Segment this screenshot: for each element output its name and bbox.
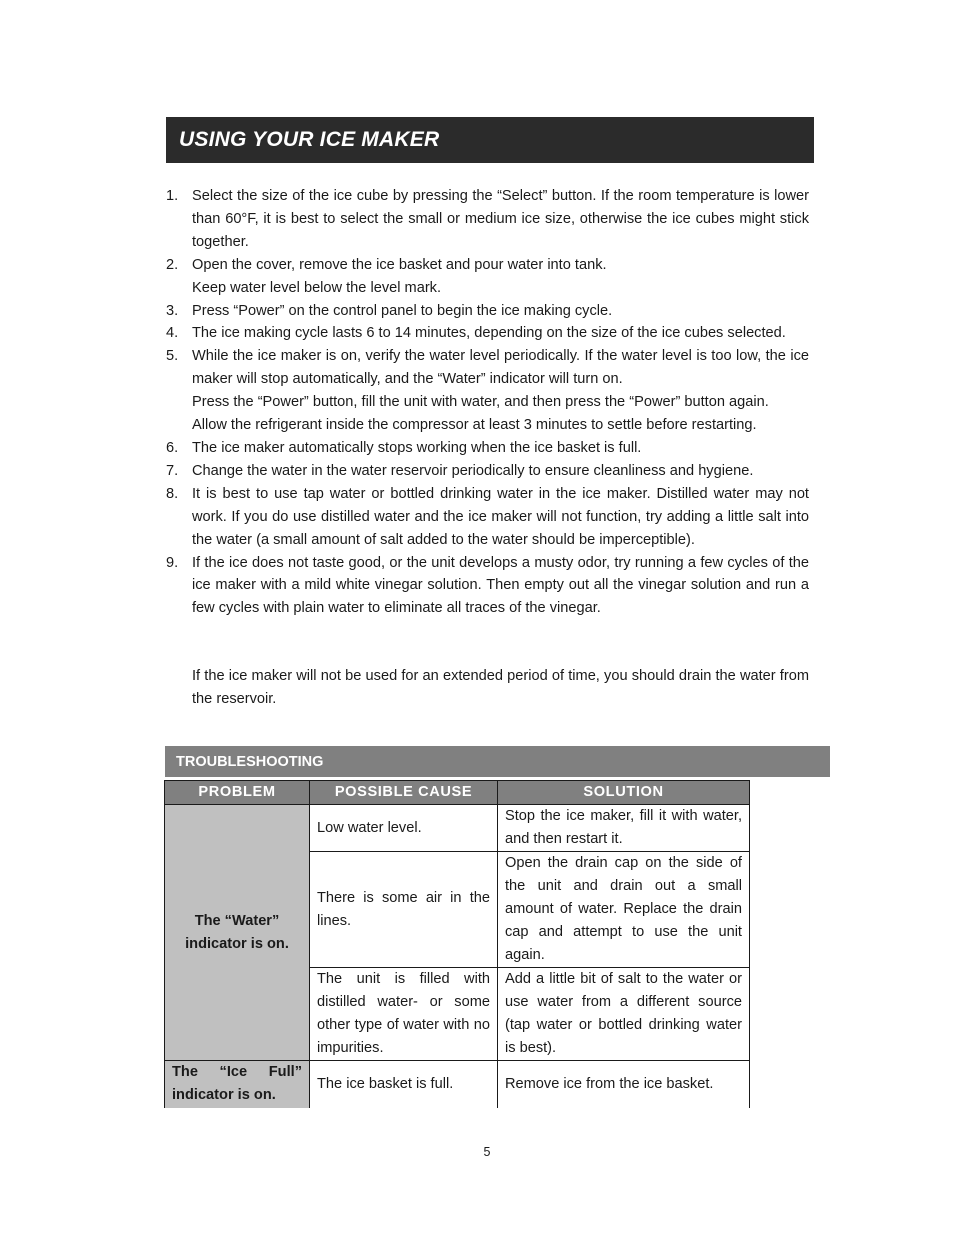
list-item — [166, 345, 809, 437]
item-text: Change the water in the water reservoir periodically to ensure cleanliness and hygiene. — [192, 462, 754, 479]
item-text: Press “Power” on the control panel to begin the ice making cycle. — [192, 302, 613, 319]
item-number: 7. — [166, 462, 179, 479]
table-row — [165, 1061, 750, 1108]
list-item — [166, 185, 809, 254]
cause-cell: There is some air in the lines. — [310, 852, 498, 968]
item-text: Allow the refrigerant inside the compressor at least 3 minutes to settle before restarting. — [192, 417, 757, 434]
list-item — [166, 437, 809, 460]
item-text: If the ice does not taste good, or the unit develops a musty odor, try running a few cycles of the ice maker with a mild white vinegar solution. Then empty out all the vinegar solution and run a few cycles with plain water to eliminate all traces of the vinegar. — [192, 554, 809, 617]
column-header-solution: SOLUTION — [498, 781, 750, 805]
item-number: 3. — [166, 302, 179, 319]
table-row — [165, 805, 750, 852]
list-item — [166, 322, 809, 345]
list-item — [166, 552, 809, 621]
section-title-bar — [166, 117, 814, 163]
list-item — [166, 460, 809, 483]
page-number: 5 — [483, 1145, 491, 1159]
item-text: Select the size of the ice cube by pressing the “Select” button. If the room temperature is lower than 60°F, it is best to select the small or medium ice size, otherwise the ice cubes might stick together. — [192, 188, 809, 250]
item-number: 6. — [166, 439, 179, 456]
solution-cell: Add a little bit of salt to the water or use water from a different source (tap water or bottled drinking water is best). — [498, 968, 750, 1061]
list-item — [166, 483, 809, 552]
troubleshooting-heading-bar — [165, 746, 830, 777]
problem-cell: The “Ice Full” indicator is on. — [165, 1061, 310, 1108]
column-header-problem: PROBLEM — [165, 781, 310, 805]
table-header-row — [165, 781, 750, 805]
item-number: 1. — [166, 188, 179, 204]
item-number: 8. — [166, 485, 179, 502]
column-header-cause: POSSIBLE CAUSE — [310, 781, 498, 805]
storage-note: If the ice maker will not be used for an extended period of time, you should drain the water from the reservoir. — [192, 668, 809, 707]
item-number: 2. — [166, 256, 179, 273]
item-text: It is best to use tap water or bottled drinking water in the ice maker. Distilled water may not work. If you do use distilled water and the ice maker will not function, try adding a little salt into the water (a small amount of salt added to the water should be imperceptible). — [192, 485, 809, 548]
item-number: 4. — [166, 325, 179, 342]
item-number: 5. — [166, 348, 179, 365]
cause-cell: The unit is filled with distilled water- or some other type of water with no impurities. — [310, 968, 498, 1061]
list-item — [166, 300, 809, 323]
item-text: The ice making cycle lasts 6 to 14 minutes, depending on the size of the ice cubes selected. — [192, 325, 786, 342]
item-text: The ice maker automatically stops working when the ice basket is full. — [192, 439, 642, 456]
item-text: While the ice maker is on, verify the water level periodically. If the water level is too low, the ice maker will stop automatically, and the “Water” indicator will turn on. — [192, 348, 809, 388]
list-item — [166, 254, 809, 300]
cause-cell: The ice basket is full. — [310, 1061, 498, 1108]
troubleshooting-table — [164, 780, 750, 1108]
troubleshooting-heading: TROUBLESHOOTING — [176, 754, 324, 770]
cause-cell: Low water level. — [310, 805, 498, 852]
item-text: Keep water level below the level mark. — [192, 279, 442, 296]
solution-cell: Remove ice from the ice basket. — [498, 1061, 750, 1108]
item-number: 9. — [166, 554, 179, 571]
instruction-list — [166, 185, 809, 620]
solution-cell: Stop the ice maker, fill it with water, and then restart it. — [498, 805, 750, 852]
problem-cell: The “Water” indicator is on. — [165, 805, 310, 1061]
solution-cell: Open the drain cap on the side of the unit and drain out a small amount of water. Replace the drain cap and attempt to use the unit again. — [498, 852, 750, 968]
page-title: USING YOUR ICE MAKER — [179, 128, 440, 151]
item-text: Press the “Power” button, fill the unit with water, and then press the “Power” button again. — [192, 394, 769, 411]
item-text: Open the cover, remove the ice basket and pour water into tank. — [192, 256, 607, 273]
